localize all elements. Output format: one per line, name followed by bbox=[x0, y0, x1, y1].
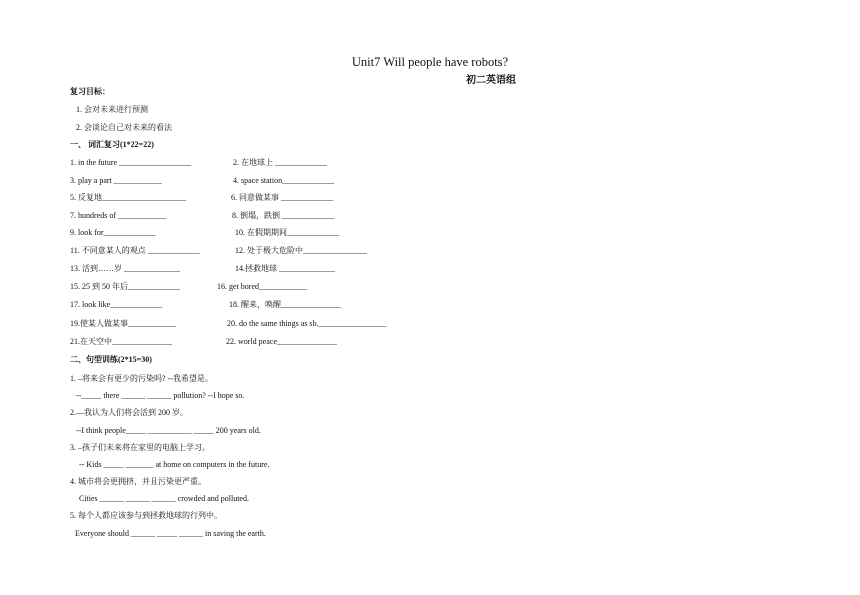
objective-item: 2. 会谈论自己对未来的看法 bbox=[76, 123, 172, 132]
sentence-blank: --_____ there ______ ______ pollution? --I hope so. bbox=[76, 391, 245, 400]
vocab-item: 13. 活到……岁 ______________ bbox=[70, 264, 180, 273]
vocab-item: 2. 在地球上 _____________ bbox=[233, 158, 327, 167]
objectives-heading: 复习目标： bbox=[70, 87, 110, 96]
sentence-prompt: 2.—我认为人们将会活到 200 岁。 bbox=[70, 408, 188, 417]
vocab-item: 1. in the future __________________ bbox=[70, 158, 192, 167]
vocab-heading: 一、 词汇复习(1*22=22) bbox=[70, 140, 154, 149]
vocab-item: 11. 不同意某人的观点 _____________ bbox=[70, 246, 200, 255]
vocab-item: 22. world peace_______________ bbox=[226, 337, 337, 346]
vocab-item: 18. 醒来，唤醒_______________ bbox=[229, 300, 341, 309]
page-title: Unit7 Will people have robots? bbox=[351, 55, 509, 69]
sentence-prompt: 4. 城市将会更拥挤，并且污染更严重。 bbox=[70, 477, 206, 486]
vocab-item: 7. hundreds of ____________ bbox=[70, 211, 166, 220]
sentence-blank: --I think people_____ ___________ _____ 200 years old. bbox=[76, 426, 261, 435]
vocab-item: 10. 在假期期间_____________ bbox=[235, 228, 339, 237]
vocab-item: 6. 同意做某事 _____________ bbox=[231, 193, 333, 202]
sentence-blank: Cities ______ ______ ______ crowded and polluted. bbox=[79, 494, 249, 503]
vocab-item: 4. space station_____________ bbox=[233, 176, 335, 185]
sentence-prompt: 1. –将来会有更少的污染吗? --我希望是。 bbox=[70, 374, 213, 383]
vocab-item: 21.在天空中_______________ bbox=[70, 337, 172, 346]
vocab-item: 14.拯救地球 ______________ bbox=[235, 264, 335, 273]
vocab-item: 17. look like_____________ bbox=[70, 300, 163, 309]
vocab-item: 3. play a part ____________ bbox=[70, 176, 162, 185]
sentences-heading: 二、句型训练(2*15=30) bbox=[70, 355, 152, 364]
vocab-item: 12. 处于极大危险中________________ bbox=[235, 246, 367, 255]
sentence-blank: Everyone should ______ _____ ______ in saving the earth. bbox=[75, 529, 266, 538]
sentence-prompt: 3. –孩子们未来将在家里的电脑上学习。 bbox=[70, 443, 210, 452]
vocab-item: 20. do the same things as sb._________________ bbox=[227, 319, 387, 328]
sentence-prompt: 5. 每个人都应该参与到拯救地球的行列中。 bbox=[70, 511, 222, 520]
group-label: 初二英语组 bbox=[466, 75, 516, 86]
sentence-blank: -- Kids _____ _______ at home on computers in the future. bbox=[79, 460, 270, 469]
vocab-item: 9. look for_____________ bbox=[70, 228, 156, 237]
vocab-item: 15. 25 到 50 年后_____________ bbox=[70, 282, 180, 291]
vocab-item: 19.使某人做某事____________ bbox=[70, 319, 176, 328]
vocab-item: 8. 倒塌，跌倒 _____________ bbox=[232, 211, 334, 220]
objective-item: 1. 会对未来进行预测 bbox=[76, 105, 148, 114]
vocab-item: 16. get bored____________ bbox=[217, 282, 307, 291]
vocab-item: 5. 反复地_____________________ bbox=[70, 193, 186, 202]
